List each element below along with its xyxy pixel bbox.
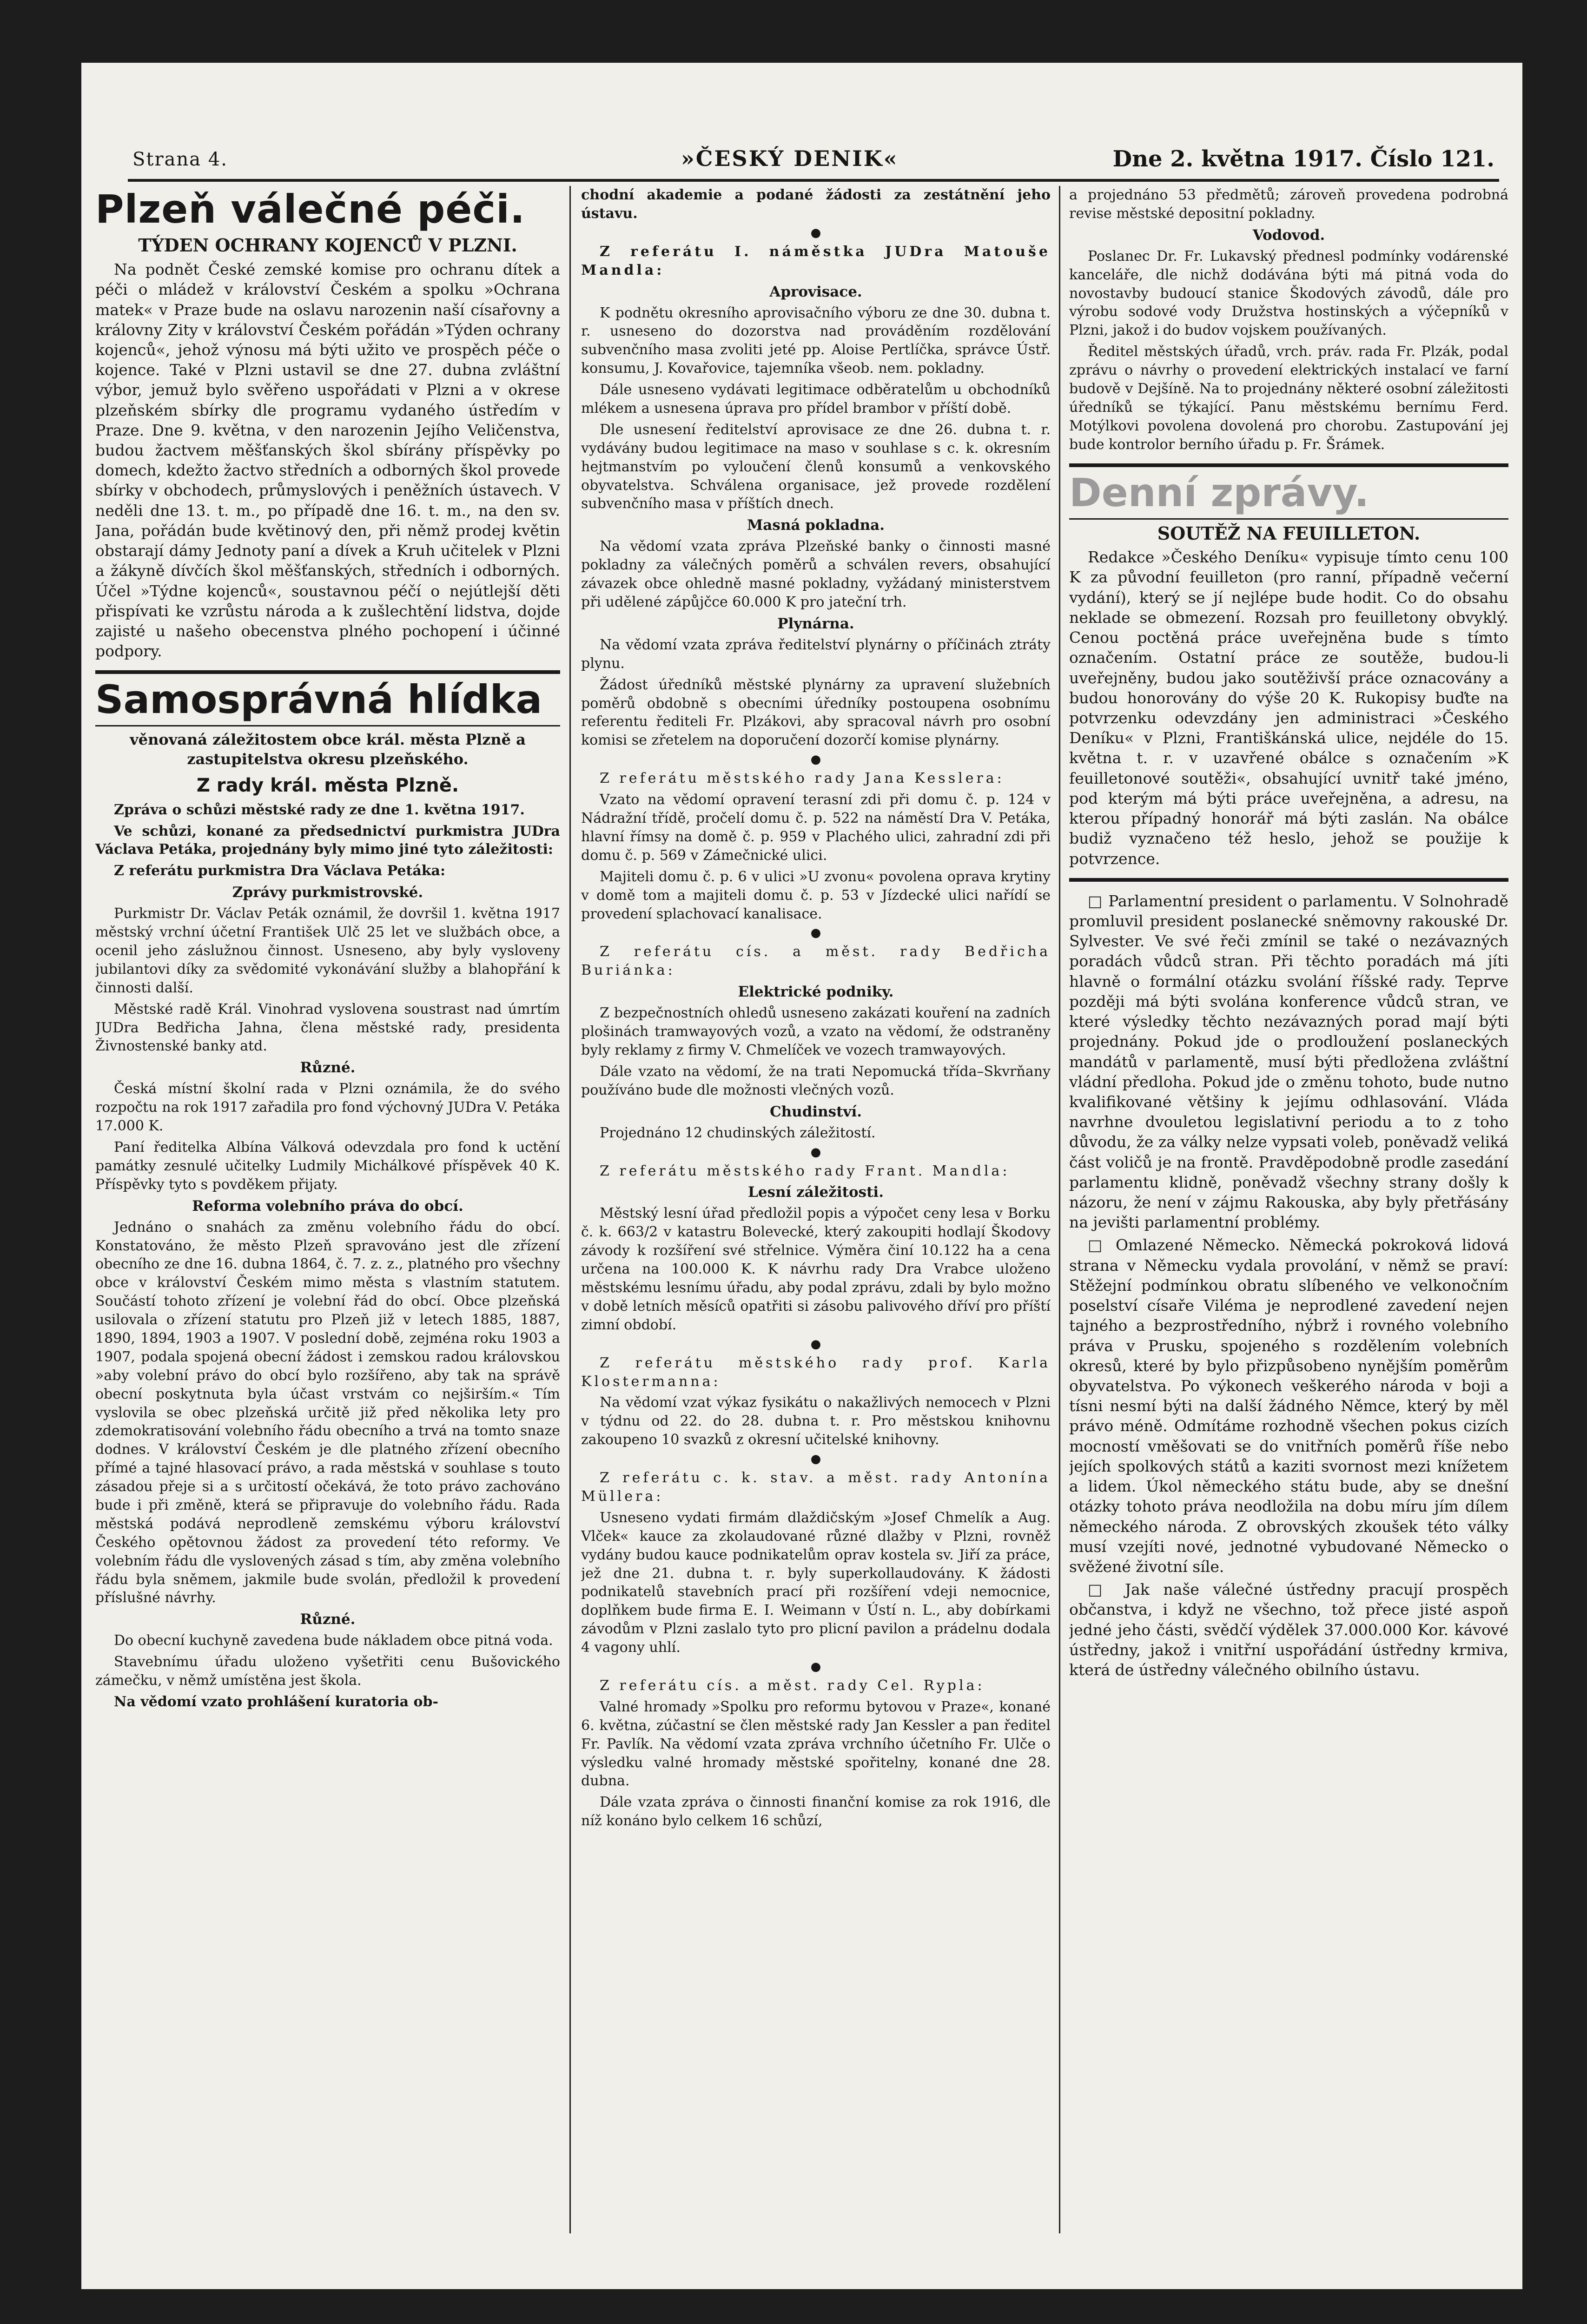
subsection-heading: Vodovod. [1252, 226, 1325, 244]
subsection-heading: Aprovisace. [769, 283, 862, 300]
referat-heading: Z referátu cís. a měst. rady Bedřicha Buriánka: [581, 944, 1051, 979]
section-title-samospravna-hlidka: Samosprávná hlídka [95, 670, 560, 726]
article-paragraph: Na vědomí vzata zpráva ředitelství plynárny o příčinách ztráty plynu. [581, 636, 1051, 672]
referat-heading: Z referátu městského rady prof. Karla Klostermanna: [581, 1354, 1051, 1390]
separator-dot: ● [810, 753, 821, 767]
subheadline-rada-mesta: Z rady král. města Plzně. [196, 774, 459, 796]
article-paragraph: Dle usnesení ředitelství aprovisace ze dne 26. dubna t. r. vydávány budou legitimace na maso v souhlase s c. k. okresním hejtmanstvím po vyloučení členů konsumů a venkovského obyvatelstva. Schválena organisace, jež provede rozdělení subvenčního masa v příštích dnech. [581, 421, 1051, 512]
news-item: □ Jak naše válečné ústředny pracují prospěch občanstva, i když ne všechno, tož přece jisté aspoň jedné jeho části, svědčí výdělek 37.000.000 Kor. kávové ústředny, jakož i vnitřní uspořádání ústředny krmiva, která de ústředny válečného obilního ústavu. [1069, 1580, 1508, 1679]
article-paragraph: Do obecní kuchyně zavedena bude nákladem obce pitná voda. [114, 1632, 553, 1649]
page-number: Strana 4. [132, 149, 228, 170]
referat-heading: Z referátu c. k. stav. a měst. rady Antonína Müllera: [581, 1470, 1051, 1505]
column-2 [581, 186, 1051, 2280]
subsection-heading: Různé. [300, 1611, 356, 1628]
separator-dot: ● [810, 1337, 821, 1351]
article-paragraph: Usneseno vydati firmám dlaždičským »Josef Chmelík a Aug. Vlček« kauce za zkolaudované různé dlažby v Plzni, rovněž vydány budou kauce podnikatelům oprav kostela sv. Jiří za práce, jež dne 21. dubna t. r. byly superkollaudovány. K žádosti podnikatelů stavebních prací při rozšíření vdeji nemocnice, doplňkem bude firma E. I. Weimann v Ústí n. L., aby dobírkami závodům v Plzni zaslalo tyto pro plicní pavilon a prádelnu dodala 4 vagony uhlí. [581, 1509, 1051, 1656]
article-paragraph: Dále vzata zpráva o činnosti finanční komise za rok 1916, dle níž konáno bylo celkem 16 schůzí, [581, 1794, 1051, 1829]
section-rule [1069, 878, 1508, 882]
section-title-denni-zpravy: Denní zprávy. [1069, 463, 1508, 520]
article-paragraph: Redakce »Českého Deníku« vypisuje tímto cenu 100 K za původní feuilleton (pro ranní, případně večerní vydání), který se jí nejlépe bude hodit. Co do obsahu neklade se obmezení. Rozsah pro feuilletony obvyklý. Cenou poctěná práce uveřejněna bude s tímto označením. Ostatní práce ze soutěže, budou-li uveřejněny, budou jako soutěživší práce oznacovány a budou honorovány do výše 20 K. Rukopisy buďte na potvrzenku odevzdány jen administraci »Českého Deníku« v Plzni, Františkánská ulice, nejdéle do 15. května t. r. v uzavřené obálce s označením »K feuilletonové soutěži«, obsahující uvnitř také jméno, pod kterým má býti práce uveřejněna, a adresu, na kterou případný honorář má býti zaslán. Na obálce budiž vyznačeno též heslo, jehož se použije k potvrzence. [1069, 548, 1508, 868]
referat-heading: Z referátu městského rady Jana Kesslera: [600, 770, 1005, 787]
article-paragraph: Vzato na vědomí opravení terasní zdi při domu č. p. 124 v Nádražní třídě, pročelí domu č. p. 522 na náměstí Dra V. Petáka, hlavní římsy na domě č. p. 959 v Plachého ulici, zahradní zdi při domu č. p. 569 v Zámečnické ulici. [581, 792, 1051, 864]
newspaper-page [81, 63, 1522, 2289]
article-paragraph: chodní akademie a podané žádosti za zestátnění jeho ústavu. [581, 187, 1051, 222]
issue-dateline: Dne 2. května 1917. Číslo 121. [1112, 146, 1494, 172]
article-paragraph: Jednáno o snahách za změnu volebního řádu do obcí. Konstatováno, že město Plzeň spravováno jest dle zřízení obecního ze dne 16. dubna 1864, č. 7. z. z., platného pro všechny obce v království Českém mimo města s vlastním statutem. Součástí tohoto zřízení je volební řád do obcí. Obce plzeňská usilovala o zřízení statutu pro Plzeň již v letech 1885, 1887, 1890, 1894, 1903 a 1907. V poslední době, zejména roku 1903 a 1907, podala spojená obecní žádost i zemskou radou královskou »aby volební právo do obcí bylo rozšířeno, aby tak na správě obecní poskytnuta byla účast vrstvám co nejširším.« Tím vyslovila se obec plzeňská určitě již před několika lety pro zdemokratisování volebního řádu obecního a trvá na tomto snaze dodnes. V království Českém je dle platného zřízení obecního přímé a tajné hlasovací právo, a rada městská v souhlase s touto zásadou přeje si a s určitostí očekává, že toto právo zachováno bude i při změně, která se připravuje do volebního řádu. Rada městská podává neprodleně zemskému výboru království Českého opětovnou žádost za provedení této reformy. Ve volebním řádu dle vyslovených zásad s tím, aby změna volebního řádu byla sněmem, jakmile bude svolán, předložil k provedení příslušné návrhy. [95, 1219, 560, 1606]
referat-heading: Z referátu purkmistra Dra Václava Petáka: [114, 863, 446, 879]
article-paragraph: a projednáno 53 předmětů; zároveň provedena podrobná revise městské depositní pokladny. [1069, 187, 1508, 222]
article-paragraph: Česká místní školní rada v Plzni oznámila, že do svého rozpočtu na rok 1917 zařadila pro fond výchovný JUDra V. Petáka 17.000 K. [95, 1081, 560, 1135]
referat-heading: Z referátu městského rady Frant. Mandla: [600, 1162, 1010, 1179]
referat-heading: Z referátu I. náměstka JUDra Matouše Mandla: [581, 243, 1051, 278]
separator-dot: ● [810, 1660, 821, 1674]
headline-plzen-valecne-peci: Plzeň válečné péči. [95, 186, 525, 232]
column-separator [1059, 186, 1060, 2233]
article-paragraph: Purkmistr Dr. Václav Peták oznámil, že dovršil 1. května 1917 městský vrchní účetní František Ulč 25 let ve službách obce, a ocenil jeho záslužnou činnost. Usneseno, aby byly vysloveny jubilantovi díky za svědomité vykonávání služby a blahopřání k činnosti další. [95, 905, 560, 996]
article-paragraph: Majiteli domu č. p. 6 v ulici »U zvonu« povolena oprava krytiny v domě tom a majiteli domu č. p. 53 v Jízdecké ulici nařídí se provedení splachovací kanalisace. [581, 868, 1051, 922]
header-rule [128, 179, 1499, 182]
separator-dot: ● [810, 225, 821, 240]
article-paragraph: Poslanec Dr. Fr. Lukavský přednesl podmínky vodárenské kanceláře, dle nichž dodávána býti má pitná voda do novostavby budoucí stanice Škodových závodů, dále pro výrobu sodové vody Družstva hostinských a výčepníků v Plzni, jakož i do budov vojskem používaných. [1069, 248, 1508, 339]
article-paragraph: Žádost úředníků městské plynárny za upravení služebních poměrů obdobně s obecními úředníky postoupena osobnímu referentu řediteli Fr. Plzákovi, aby spracoval návrh pro osobní komisi se zřetelem na doporučení dozorčí komise plynárny. [581, 676, 1051, 749]
article-paragraph: K podnětu okresního aprovisačního výboru ze dne 30. dubna t. r. usneseno do dozorstva nad prováděním rozdělování subvenčního masa zvoliti jeté pp. Aloise Pertlíčka, správce Ústř. konsumu, J. Kovařovice, tajemníka všeob. nem. pokladny. [581, 304, 1051, 377]
article-paragraph: Valné hromady »Spolku pro reformu bytovou v Praze«, konané 6. května, zúčastní se člen městské rady Jan Kessler a pan ředitel Fr. Pavlík. Na vědomí vzata zpráva vrchního účetního Fr. Ulče o výsledku valné hromady městské spořitelny, konané dne 28. dubna. [581, 1698, 1051, 1789]
separator-dot: ● [810, 1145, 821, 1159]
subsection-heading: Různé. [300, 1059, 356, 1076]
newspaper-name: »ČESKÝ DENIK« [681, 146, 899, 171]
article-paragraph: Na vědomí vzato prohlášení kuratoria ob- [114, 1694, 438, 1710]
article-paragraph: Projednáno 12 chudinských záležitostí. [600, 1124, 876, 1141]
column-3 [1069, 186, 1508, 2280]
article-paragraph: Paní ředitelka Albína Válková odevzdala pro fond k uctění památky zesnulé učitelky Ludmily Michálkové příspěvek 40 K. Příspěvky tyto s povděkem přijaty. [95, 1139, 560, 1193]
subsection-heading: Masná pokladna. [747, 517, 885, 534]
news-item: □ Omlazené Německo. Německá pokroková lidová strana v Německu vydala provolání, v němž se praví: Stěžejní podmínkou obratu slíbeného ve velkonočním poselství císaře Viléma je neprodlené zavedení nejen tajného a bezprostředního, nýbrž i rovného volebního práva v Prusku, spojeného s rozdělením volebních okresů, které by bylo přizpůsobeno nynějším poměrům obyvatelstva. Po výkonech veškerého národa v boji a tísni nesmí býti na další žádného Němce, který by měl právo méně. Odmítáme rozhodně všechen pokus cizích mocností vměšovati se do vnitřních poměrů říše nebo jejích spolkových států a kaziti svornost mezi knížetem a lidem. Úkol německého státu bude, aby se dnešní otázky tohoto práva neodložila na dobu míru jím dílem německého národa. Z obrovských zkoušek této války musí vzejíti nové, jednotné vybudované Německo o svěžené životní síle. [1069, 1236, 1508, 1576]
article-paragraph: Ředitel městských úřadů, vrch. práv. rada Fr. Plzák, podal zprávu o návrhy o provedení elektrických instalací ve farní budově v Dejšíně. Na to projednány některé osobní záležitosti úředníků se týkající. Panu městskému bernímu Ferd. Motýlkovi povolena dovolená pro chorobu. Zastupování jej bude kontrolor berního úřadu p. Fr. Šrámek. [1069, 343, 1508, 453]
section-lead: věnovaná záležitostem obce král. města Plzně a zastupitelstva okresu plzeňského. [130, 731, 526, 768]
subsection-heading: Chudinství. [769, 1103, 862, 1120]
subsection-heading: Lesní záležitosti. [748, 1184, 884, 1201]
subsection-heading: Plynárna. [777, 615, 854, 632]
subheadline-tyden-ochrany: TÝDEN OCHRANY KOJENCŮ V PLZNI. [138, 235, 517, 256]
article-paragraph: Dále usneseno vydávati legitimace odběratelům u obchodníků mlékem a usnesena úprava pro přídel brambor v příští době. [581, 382, 1051, 417]
article-paragraph: Na vědomí vzat výkaz fysikátu o nakažlivých nemocech v Plzni v týdnu od 22. do 28. dubna t. r. Pro městskou knihovnu zakoupeno 10 svazků z okresní učitelské knihovny. [581, 1394, 1051, 1448]
article-paragraph: Z bezpečnostních ohledů usneseno zakázati kouření na zadních plošinách tramwayových vozů, a vzato na vědomí, že odstraněny byly reklamy z firmy V. Chmelíček ve vozech tramwayových. [581, 1005, 1051, 1058]
subsection-heading: Elektrické podniky. [738, 984, 894, 1001]
column-1 [95, 186, 560, 2280]
subsection-heading: Reforma volebního práva do obcí. [192, 1197, 463, 1215]
article-paragraph: Zpráva o schůzi městské rady ze dne 1. května 1917. [114, 801, 525, 818]
page-header [132, 144, 1494, 177]
subsection-heading: Zprávy purkmistrovské. [232, 884, 423, 901]
separator-dot: ● [810, 926, 821, 940]
article-paragraph: Dále vzato na vědomí, že na trati Nepomucká třída–Skvrňany používáno bude dle možnosti vlečných vozů. [581, 1063, 1051, 1098]
column-separator [569, 186, 571, 2233]
subheadline-soutez: SOUTĚŽ NA FEUILLETON. [1157, 522, 1421, 544]
article-paragraph: Stavebnímu úřadu uloženo vyšetřiti cenu Bušovického zámečku, v němž umístěna jest škola. [95, 1654, 560, 1689]
article-paragraph: Městský lesní úřad předložil popis a výpočet ceny lesa v Borku č. k. 663/2 v katastru Bolevecké, který zakoupiti hodlají Škodovy závody k rozšíření své střelnice. Výměra činí 10.122 ha a cena určena na 100.000 K. K návrhu rady Dra Vrabce uloženo městskému lesnímu úřadu, aby podal zprávu, zdali by bylo možno v době letních měsíců opatřiti si zásobu palivového dříví pro příští zimní období. [581, 1205, 1051, 1333]
article-paragraph: Městské radě Král. Vinohrad vyslovena soustrast nad úmrtím JUDra Bedřicha Jahna, člena městské rady, presidenta Živnostenské banky atd. [95, 1001, 560, 1055]
separator-dot: ● [810, 1452, 821, 1466]
news-item: □ Parlamentní president o parlamentu. V Solnohradě promluvil president poslanecké sněmovny rakouské Dr. Sylvester. Ve své řeči zmínil se také o nezávazných poradách vůdců stran. Při těchto poradách má jíti hlavně o formální otázku svolání říšské rady. Teprve později má býti svolána konference vůdců stran, ve které výsledky těchto nezávazných porad mají býti projednány. Pokud jde o prodloužení poslaneckých mandátů v parlamentě, musí býti předložena zvláštní vládní předloha. Pokud jde o změnu tohoto, bude nutno kvalifikované většiny k jejímu odhlasování. Vláda navrhne dvouletou legislativní periodu a to z toho důvodu, že za války nelze vypsati voleb, poněvadž veliká část voličů je na frontě. Pravděpodobně prodle zasedání parlamentu klidně, poněvadž všechny strany došly k názoru, že není v zájmu Rakouska, aby byly přetřásány na jevišti parlamentní problémy. [1069, 891, 1508, 1232]
article-paragraph: Na vědomí vzata zpráva Plzeňské banky o činnosti masné pokladny za válečných poměrů a schválen revers, obsahující závazek obce ohledně masné pokladny, vyžádaný ministerstvem při udělené zápůjčce 60.000 K pro jateční trh. [581, 538, 1051, 611]
article-paragraph: Ve schůzi, konané za předsednictví purkmistra JUDra Václava Petáka, projednány byly mimo jiné tyto záležitosti: [95, 823, 560, 858]
article-paragraph: Na podnět České zemské komise pro ochranu dítek a péči o mládež v království Českém a spolku »Ochrana matek« v Praze bude na oslavu narozenin naší císařovny a královny Zity v království Českém pořádán »Týden ochrany kojenců«, jehož výnosu má býti užito ve prospěch péče o kojence. Také v Plzni ustavil se dne 27. dubna zvláštní výbor, jemuž bylo svěřeno uspořádati v Plzni a v okrese plzeňském sbírky dle programu vydaného ústředím v Praze. Dne 9. května, v den narozenin Jejího Veličenstva, budou žactvem měšťanských škol sbírány příspěvky po domech, kdežto žactvo středních a odborných škol provede sbírky v obchodech, průmyslových i peněžních ústavech. V neděli dne 13. t. m., po případě dne 16. t. m., na den sv. Jana, pořádán bude květinový den, při němž prodej květin obstarají dámy Jednoty paní a dívek a Kruh učitelek v Plzni a žákyně dívčích škol měšťanských, středních i odborných. Účel »Týdne kojenců«, soustavnou péčí o nejútlejší děti přispívati ke vzrůstu národa a k zušlechtění lidstva, dojde zajisté u našeho obecenstva plného pochopení i účinné podpory. [95, 260, 560, 660]
referat-heading: Z referátu cís. a měst. rady Cel. Rypla: [600, 1677, 985, 1694]
